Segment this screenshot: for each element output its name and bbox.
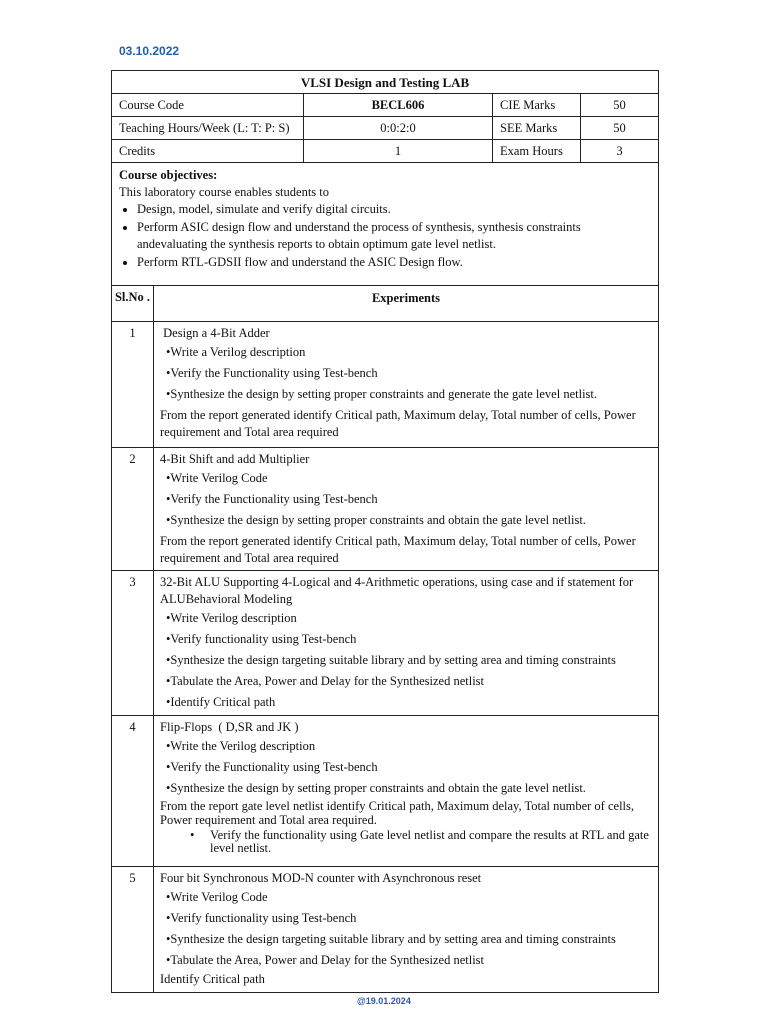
experiment-body — [154, 448, 658, 570]
objective-item: • Perform ASIC design flow and understand the process of synthesis, synthesis constraints andevaluating the synthesis reports to obtain optimum gate level netlist. — [137, 219, 651, 254]
sl-no-header: Sl.No . — [112, 286, 154, 321]
experiment-step: • Write Verilog Code — [160, 887, 652, 908]
experiment-extra-text: Verify the functionality using Gate level netlist and compare the results at RTL and gate level netlist. — [210, 828, 649, 855]
experiment-step: • Identify Critical path — [160, 692, 652, 713]
info-value-2: 50 — [613, 98, 626, 112]
experiment-step: • Verify the Functionality using Test-bench — [160, 757, 652, 778]
experiment-note: Identify Critical path — [160, 972, 265, 986]
experiments-header — [111, 286, 659, 322]
experiment-step: • Tabulate the Area, Power and Delay for the Synthesized netlist — [160, 671, 652, 692]
objectives-heading: Course objectives: — [119, 168, 218, 182]
course-objectives — [111, 163, 659, 286]
info-row — [111, 117, 659, 140]
experiment-number: 3 — [112, 571, 154, 715]
experiment-step: • Write Verilog description — [160, 608, 652, 629]
info-label-2: SEE Marks — [493, 117, 581, 139]
experiment-body — [154, 716, 658, 866]
experiment-extra-item — [160, 829, 652, 855]
experiment-step: • Write the Verilog description — [160, 736, 652, 757]
info-value: 0:0:2:0 — [304, 117, 493, 139]
experiment-note: From the report gate level netlist identify Critical path, Maximum delay, Total number of cells, Power requirement and Total area required. — [160, 799, 635, 827]
objective-item: • Perform RTL-GDSII flow and understand the ASIC Design flow. — [137, 254, 651, 272]
experiments-header-label: Experiments — [371, 291, 441, 305]
info-value: 1 — [304, 140, 493, 162]
info-label: Credits — [112, 140, 304, 162]
experiment-note: From the report generated identify Critical path, Maximum delay, Total number of cells, Power requirement and Total area required — [160, 408, 636, 439]
experiment-number: 1 — [112, 322, 154, 447]
experiment-row — [111, 322, 659, 448]
experiment-step: • Synthesize the design targeting suitable library and by setting area and timing constraints — [160, 650, 652, 671]
experiment-title: Four bit Synchronous MOD-N counter with Asynchronous reset — [160, 871, 482, 885]
objectives-intro: This laboratory course enables students to — [119, 185, 330, 199]
experiment-step: • Verify the Functionality using Test-bench — [160, 489, 652, 510]
experiment-title: Design a 4-Bit Adder — [160, 326, 270, 340]
footer-stamp: @19.01.2024 — [357, 996, 411, 1006]
info-row — [111, 140, 659, 163]
experiment-title: 4-Bit Shift and add Multiplier — [160, 452, 310, 466]
experiment-number: 4 — [112, 716, 154, 866]
experiment-row — [111, 448, 659, 571]
experiment-step: • Tabulate the Area, Power and Delay for the Synthesized netlist — [160, 950, 652, 971]
experiment-body — [154, 867, 658, 992]
info-label: Course Code — [112, 94, 304, 116]
experiment-step: • Verify functionality using Test-bench — [160, 908, 652, 929]
experiment-number: 5 — [112, 867, 154, 992]
info-row — [111, 94, 659, 117]
experiment-row — [111, 716, 659, 867]
experiment-step: • Synthesize the design by setting proper constraints and obtain the gate level netlist. — [160, 778, 652, 799]
info-value-2: 50 — [613, 121, 626, 135]
objectives-list — [119, 201, 651, 271]
experiment-body — [154, 571, 658, 715]
table-title: VLSI Design and Testing LAB — [111, 70, 659, 94]
experiment-step: • Write a Verilog description — [160, 342, 652, 363]
info-value: BECL606 — [304, 94, 493, 116]
document-date: 03.10.2022 — [119, 44, 180, 58]
experiment-row — [111, 571, 659, 716]
experiment-note: From the report generated identify Critical path, Maximum delay, Total number of cells, Power requirement and Total area required — [160, 534, 636, 565]
experiment-title: 32-Bit ALU Supporting 4-Logical and 4-Arithmetic operations, using case and if statement for ALUBehavioral Modeling — [160, 575, 634, 606]
experiment-step: • Synthesize the design by setting proper constraints and generate the gate level netlist. — [160, 384, 652, 405]
course-table — [111, 70, 659, 993]
experiment-step: • Verify functionality using Test-bench — [160, 629, 652, 650]
experiment-step: • Verify the Functionality using Test-bench — [160, 363, 652, 384]
experiment-step: • Synthesize the design targeting suitable library and by setting area and timing constraints — [160, 929, 652, 950]
experiment-number: 2 — [112, 448, 154, 570]
info-label-2: CIE Marks — [493, 94, 581, 116]
info-value-2: 3 — [616, 144, 623, 158]
info-label: Teaching Hours/Week (L: T: P: S) — [112, 117, 304, 139]
experiment-body — [154, 322, 658, 447]
experiment-step: • Synthesize the design by setting proper constraints and obtain the gate level netlist. — [160, 510, 652, 531]
experiment-title: Flip-Flops ( D,SR and JK ) — [160, 720, 299, 734]
experiment-row — [111, 867, 659, 993]
experiment-step: • Write Verilog Code — [160, 468, 652, 489]
info-label-2: Exam Hours — [493, 140, 581, 162]
objective-item: • Design, model, simulate and verify digital circuits. — [137, 201, 651, 219]
bullet-icon: • — [190, 828, 195, 842]
